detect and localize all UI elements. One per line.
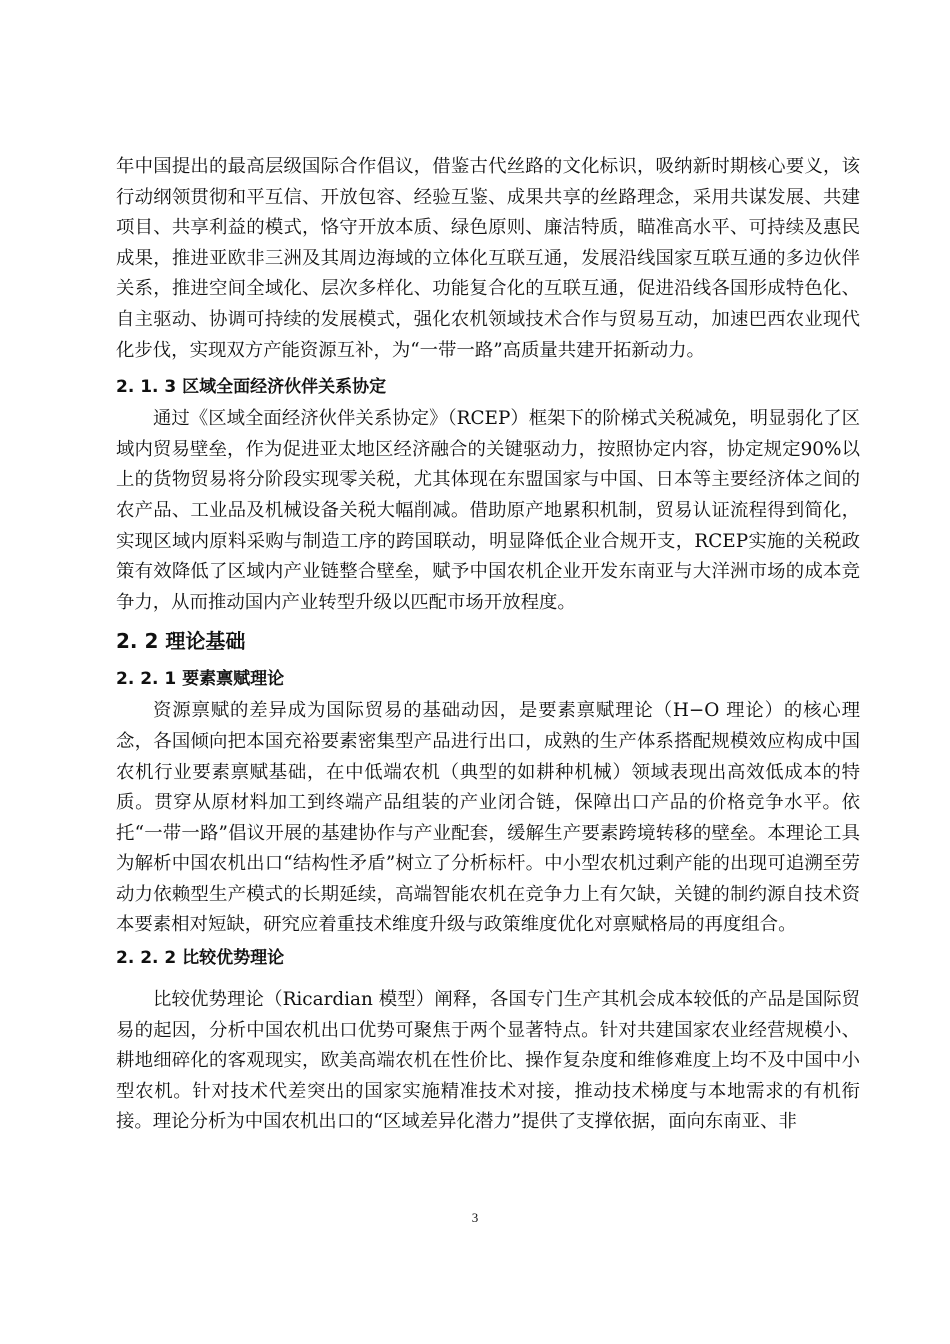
- section-heading-2-2: 2. 2 理论基础: [116, 629, 246, 654]
- section-heading-2-2-1: 2. 2. 1 要素禀赋理论: [116, 669, 285, 690]
- page-content: [116, 152, 860, 1138]
- paragraph-rcep: 通过《区域全面经济伙伴关系协定》（RCEP）框架下的阶梯式关税减免，明显弱化了区域内贸易壁垒，作为促进亚太地区经济融合的关键驱动力，按照协定内容，协定规定90%以上的货物贸易将分阶段实现零关税，尤其体现在东盟国家与中国、日本等主要经济体之间的农产品、工业品及机械设备关税大幅削减。借助原产地累积机制，贸易认证流程得到简化，实现区域内原料采购与制造工序的跨国联动，明显降低企业合规开支，RCEP实施的关税政策有效降低了区域内产业链整合壁垒，赋予中国农机企业开发东南亚与大洋洲市场的成本竞争力，从而推动国内产业转型升级以匹配市场开放程度。: [116, 408, 860, 613]
- section-heading-2-1-3: 2. 1. 3 区域全面经济伙伴关系协定: [116, 377, 387, 398]
- paragraph-belt-and-road: 年中国提出的最高层级国际合作倡议，借鉴古代丝路的文化标识，吸纳新时期核心要义，该行动纲领贯彻和平互信、开放包容、经验互鉴、成果共享的丝路理念，采用共谋发展、共建项目、共享利益的模式，恪守开放本质、绿色原则、廉洁特质，瞄准高水平、可持续及惠民成果，推进亚欧非三洲及其周边海域的立体化互联互通，发展沿线国家互联互通的多边伙伴关系，推进空间全域化、层次多样化、功能复合化的互联互通，促进沿线各国形成特色化、自主驱动、协调可持续的发展模式，强化农机领域技术合作与贸易互动，加速巴西农业现代化步伐，实现双方产能资源互补，为“一带一路”高质量共建开拓新动力。: [116, 156, 860, 361]
- paragraph-comparative-advantage: 比较优势理论（Ricardian 模型）阐释，各国专门生产其机会成本较低的产品是国际贸易的起因，分析中国农机出口优势可聚焦于两个显著特点。针对共建国家农业经营规模小、耕地细碎化的客观现实，欧美高端农机在性价比、操作复杂度和维修难度上均不及中国中小型农机。针对技术代差突出的国家实施精准技术对接，推动技术梯度与本地需求的有机衔接。理论分析为中国农机出口的“区域差异化潜力”提供了支撑依据，面向东南亚、非: [116, 989, 860, 1133]
- paragraph-factor-endowment: 资源禀赋的差异成为国际贸易的基础动因，是要素禀赋理论（H−O 理论）的核心理念，各国倾向把本国充裕要素密集型产品进行出口，成熟的生产体系搭配规模效应构成中国农机行业要素禀赋基础，在中低端农机（典型的如耕种机械）领域表现出高效低成本的特质。贯穿从原材料加工到终端产品组装的产业闭合链，保障出口产品的价格竞争水平。依托“一带一路”倡议开展的基建协作与产业配套，缓解生产要素跨境转移的壁垒。本理论工具为解析中国农机出口“结构性矛盾”树立了分析标杆。中小型农机过剩产能的出现可追溯至劳动力依赖型生产模式的长期延续，高端智能农机在竞争力上有欠缺，关键的制约源自技术资本要素相对短缺，研究应着重技术维度升级与政策维度优化对禀赋格局的再度组合。: [116, 700, 860, 936]
- page-number: 3: [471, 1210, 479, 1225]
- section-heading-2-2-2: 2. 2. 2 比较优势理论: [116, 948, 285, 969]
